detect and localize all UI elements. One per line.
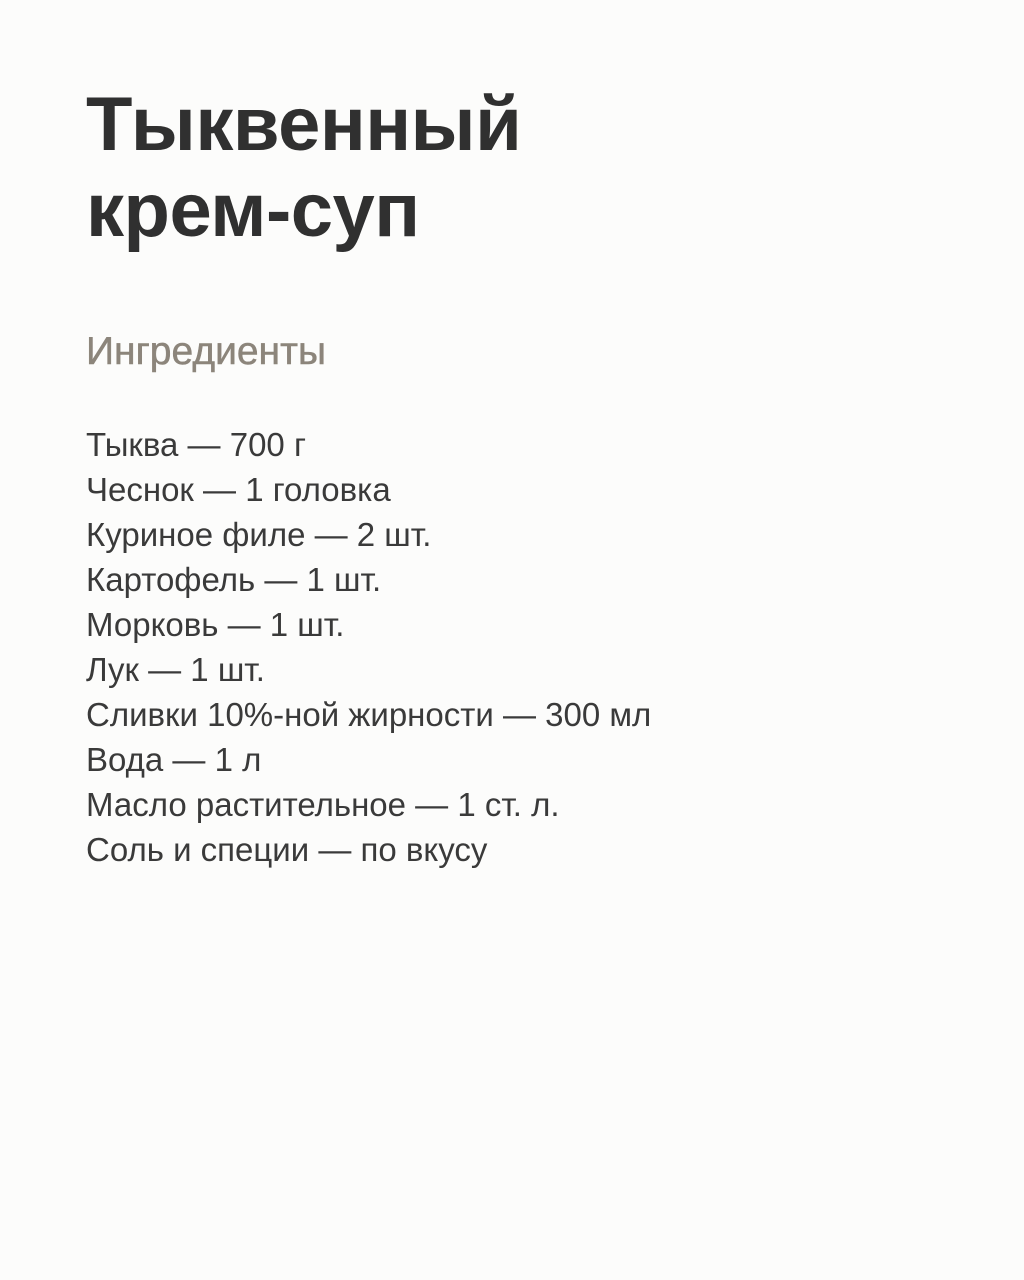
ingredient-item: Соль и специи — по вкусу <box>86 831 488 868</box>
ingredient-item: Морковь — 1 шт. <box>86 606 345 643</box>
ingredients-heading: Ингредиенты <box>86 330 326 373</box>
ingredients-list <box>86 422 944 872</box>
ingredient-item: Чеснок — 1 головка <box>86 471 391 508</box>
ingredient-item: Тыква — 700 г <box>86 426 306 463</box>
ingredient-item: Вода — 1 л <box>86 741 262 778</box>
ingredient-item: Масло растительное — 1 ст. л. <box>86 786 560 823</box>
ingredient-item: Лук — 1 шт. <box>86 651 265 688</box>
ingredient-item: Сливки 10%-ной жирности — 300 мл <box>86 696 652 733</box>
ingredient-item: Картофель — 1 шт. <box>86 561 382 598</box>
recipe-title: Тыквенный крем-суп <box>86 82 522 253</box>
ingredient-item: Куриное филе — 2 шт. <box>86 516 432 553</box>
